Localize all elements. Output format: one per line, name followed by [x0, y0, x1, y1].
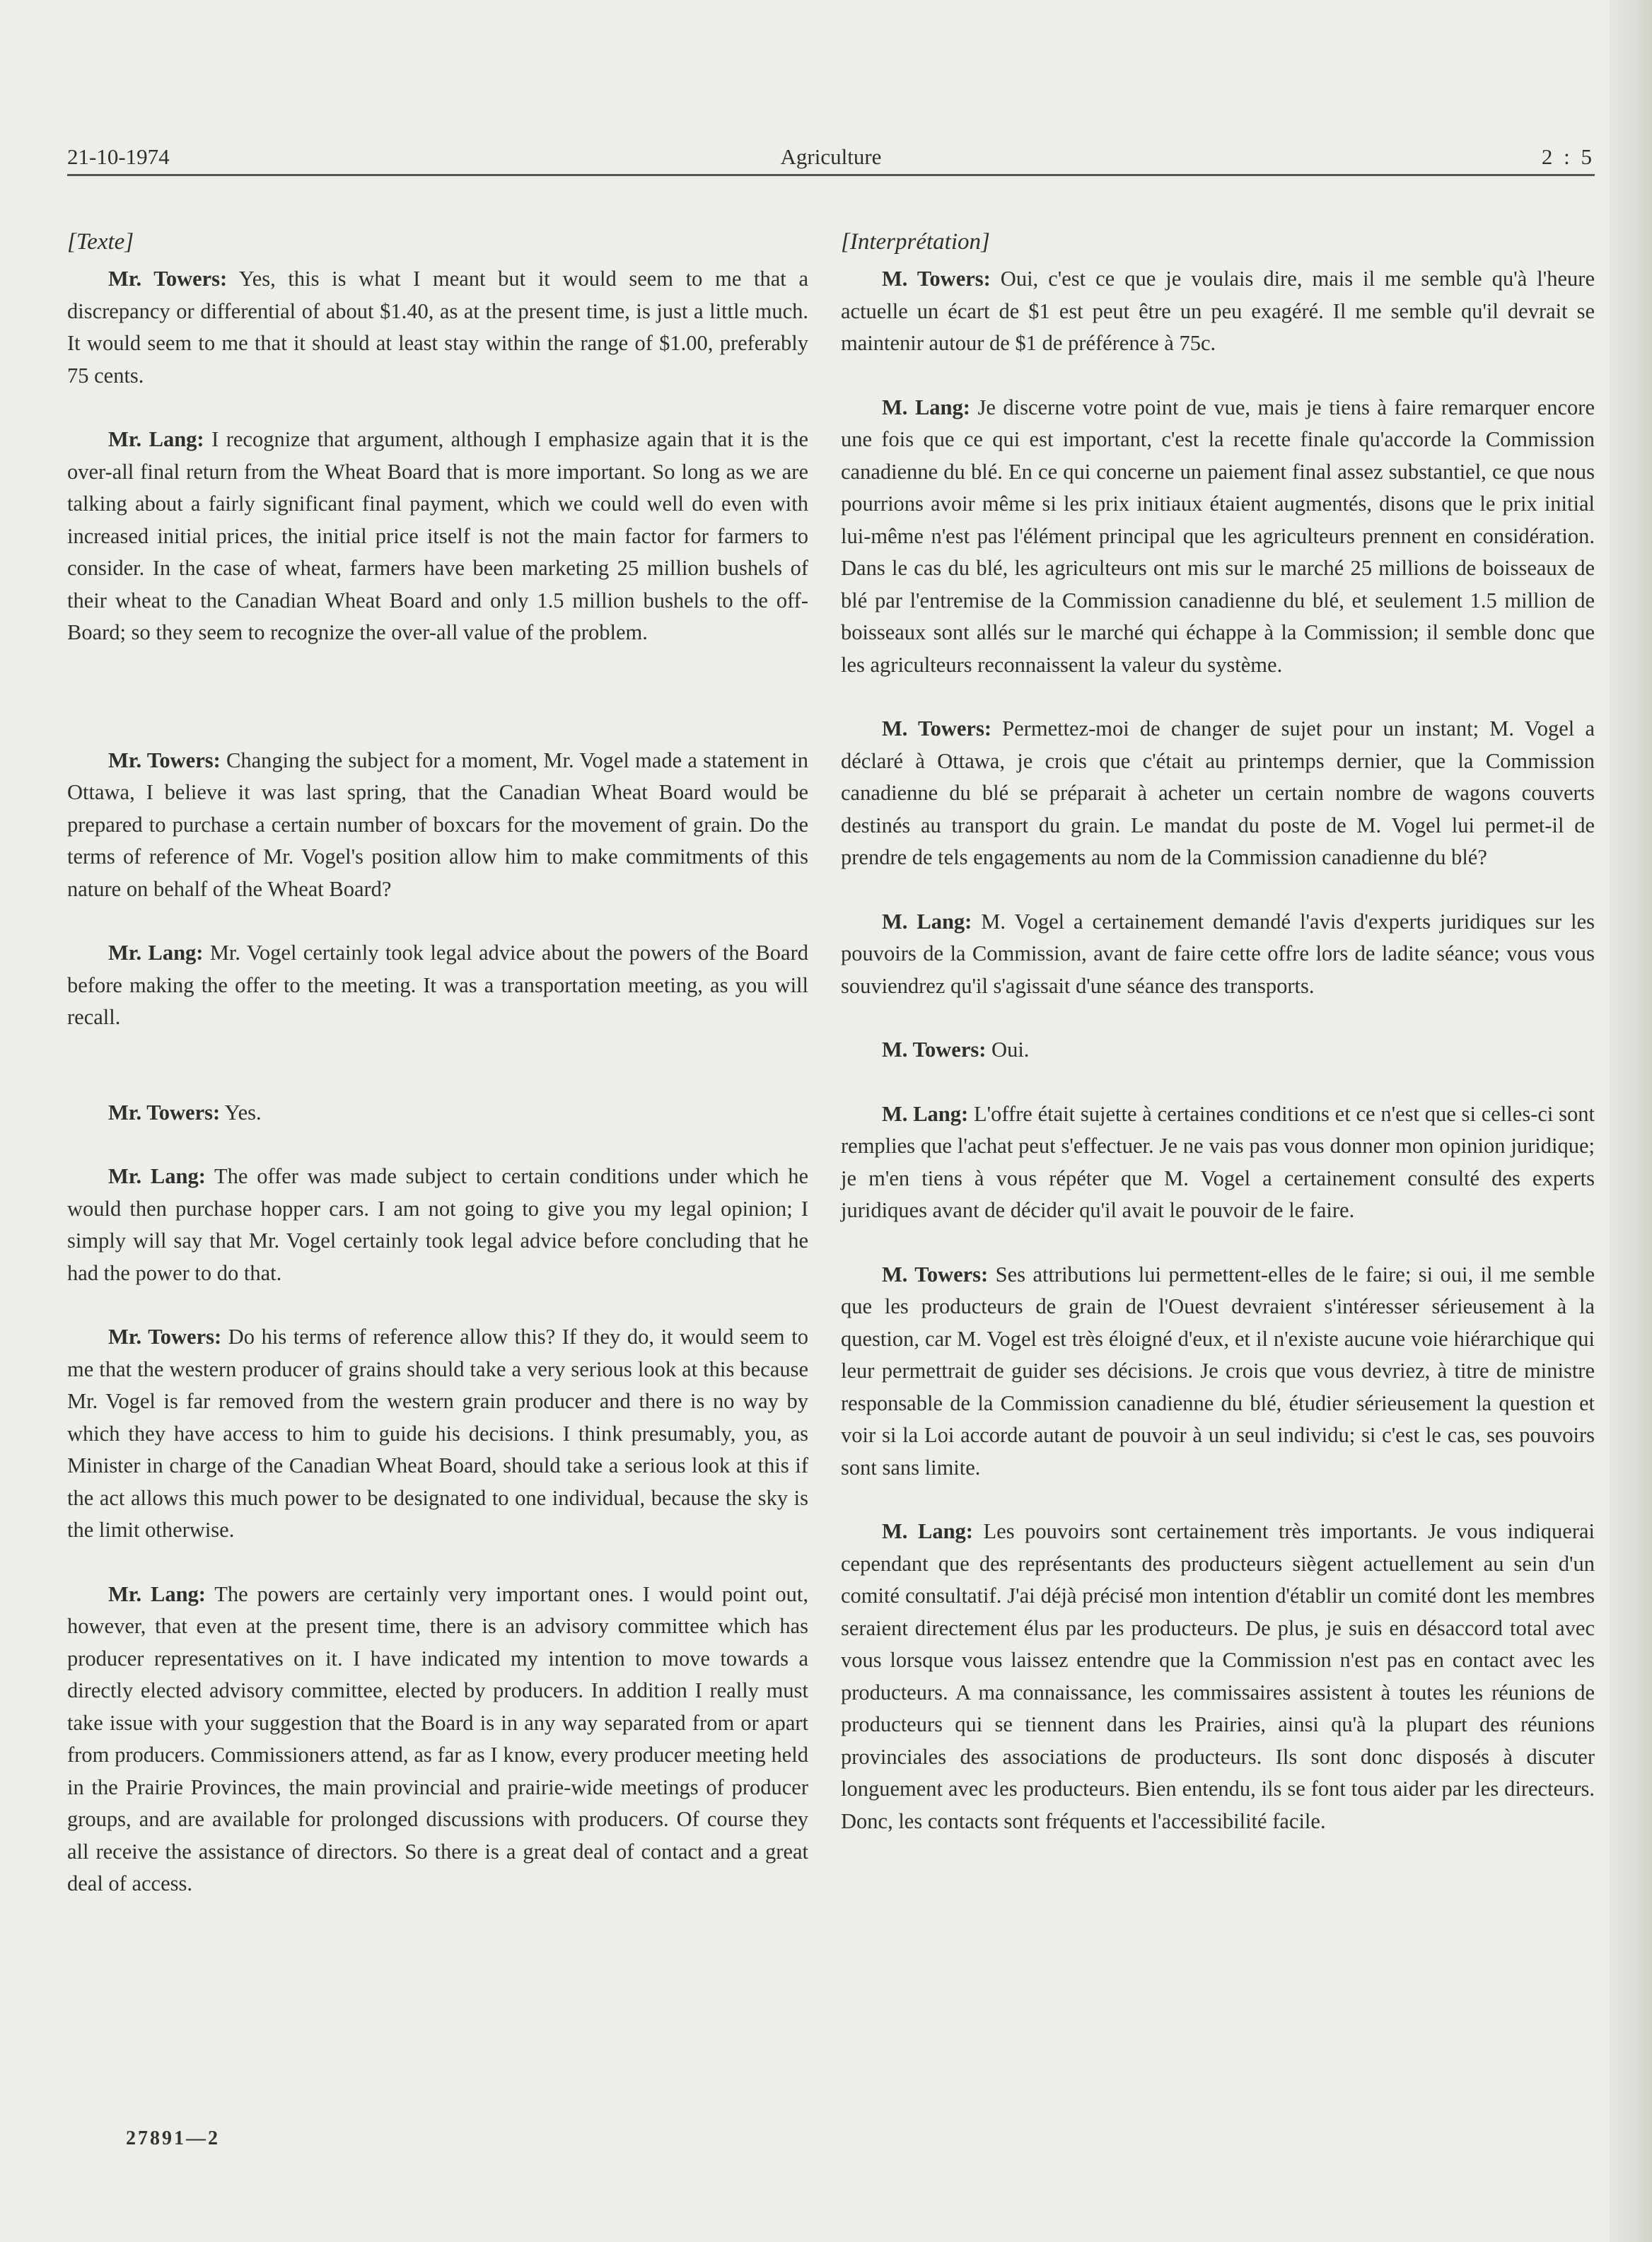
paragraph — [67, 1579, 808, 1900]
paragraph-text: Yes, this is what I meant but it would seem to me that a discrepancy or differential of about $1.40, as at the present time, is just a little much. It would seem to me that it should at least stay within the range of $1.00, preferably 75 cents. — [67, 267, 808, 388]
speaker-name: Mr. Lang: — [108, 427, 204, 451]
paragraph — [67, 1161, 808, 1289]
paragraph-text: The offer was made subject to certain conditions under which he would then purchase hopper cars. I am not going to give you my legal opinion; I simply will say that Mr. Vogel certainly took legal advice before concluding that he had the power to do that. — [67, 1164, 808, 1285]
english-column — [67, 226, 808, 1900]
paragraph — [67, 263, 808, 392]
speaker-name: M. Towers: — [882, 267, 991, 291]
paragraph-text: Mr. Vogel certainly took legal advice about the powers of the Board before making the offer to the meeting. It was a transportation meeting, as you will recall. — [67, 941, 808, 1029]
header-title: Agriculture — [780, 144, 882, 169]
speaker-name: Mr. Lang: — [108, 941, 204, 965]
paragraph — [67, 1321, 808, 1547]
speaker-name: M. Towers: — [882, 716, 991, 740]
header-date: 21-10-1974 — [67, 144, 170, 169]
paragraph-text: The powers are certainly very important ones. I would point out, however, that even at the present time, there is an advisory committee which has producer representatives on it. I have indicated my intention to move towards a directly elected advisory committee, elected by producers. In addition I really must take issue with your suggestion that the Board is in any way separated from or apart from producers. Commissioners attend, as far as I know, every producer meeting held in the Prairie Provinces, the main provincial and prairie-wide meetings of producer groups, and are available for prolonged discussions with producers. Of course they all receive the assistance of directors. So there is a great deal of contact and a great deal of access. — [67, 1581, 808, 1895]
section-label-texte: [Texte] — [67, 229, 134, 255]
paragraph — [841, 1034, 1595, 1067]
paragraph-text: Je discerne votre point de vue, mais je tiens à faire remarquer encore une fois que ce qui est important, c'est la recette finale qu'accorde la Commission canadienne du blé. En ce qui concerne un paiement final assez substantiel, ce que nous pourrions avoir même si les prix initiaux étaient augmentés, disons que le prix initial lui-même n'est pas l'élément principal que les agriculteurs prennent en considération. Dans le cas du blé, les agriculteurs ont mis sur le marché 25 millions de boisseaux de blé par l'entremise de la Commission canadienne du blé, et seulement 1.5 million de boisseaux sont allés sur le marché qui échappe à la Commission; il semble donc que les agriculteurs reconnaissent la valeur du système. — [841, 395, 1595, 677]
paragraph — [841, 906, 1595, 1003]
paragraph — [841, 713, 1595, 874]
paragraph — [841, 263, 1595, 360]
speaker-name: M. Lang: — [882, 909, 972, 934]
paragraph — [67, 937, 808, 1034]
paragraph — [841, 1259, 1595, 1485]
paragraph — [67, 424, 808, 649]
speaker-name: M. Lang: — [882, 1519, 973, 1543]
section-label-interpretation: [Interprétation] — [841, 229, 990, 255]
paragraph-text: Permettez-moi de changer de sujet pour un instant; M. Vogel a déclaré à Ottawa, je crois que c'était au printemps dernier, que la Commission canadienne du blé se préparait à acheter un certain nombre de wagons couverts destinés au transport du grain. Le mandat du poste de M. Vogel lui permet-il de prendre de tels engagements au nom de la Commission canadienne du blé? — [841, 716, 1595, 869]
speaker-name: M. Lang: — [882, 1101, 969, 1126]
page-edge-shadow — [1610, 0, 1652, 2242]
paragraph-text: M. Vogel a certainement demandé l'avis d'experts juridiques sur les pouvoirs de la Commission, avant de faire cette offre lors de ladite séance; vous vous souviendrez qu'il s'agissait d'une séance des transports. — [841, 909, 1595, 998]
page-header — [67, 144, 1595, 173]
paragraph-text: L'offre était sujette à certaines conditions et ce n'est que si celles-ci sont remplies que l'achat peut s'effectuer. Je ne vais pas vous donner mon opinion juridique; je m'en tiens à vous répéter que M. Vogel a certainement consulté des experts juridiques avant de décider qu'il avait le pouvoir de le faire. — [841, 1101, 1595, 1222]
paragraph-text: I recognize that argument, although I emphasize again that it is the over-all final return from the Wheat Board that is more important. So long as we are talking about a fairly significant final payment, which we could well do even with increased initial prices, the initial price itself is not the main factor for farmers to consider. In the case of wheat, farmers have been marketing 25 million bushels of their wheat to the Canadian Wheat Board and only 1.5 million bushels to the off-Board; so they seem to recognize the over-all value of the problem. — [67, 427, 808, 644]
paragraph — [841, 1516, 1595, 1837]
footer-print-code: 27891—2 — [126, 2127, 220, 2149]
french-column — [841, 226, 1595, 1837]
paragraph — [841, 1098, 1595, 1227]
header-rule — [67, 174, 1595, 176]
speaker-name: M. Lang: — [882, 395, 970, 419]
speaker-name: Mr. Lang: — [108, 1164, 206, 1188]
speaker-name: Mr. Lang: — [108, 1581, 206, 1606]
paragraph — [67, 1097, 808, 1129]
speaker-name: Mr. Towers: — [108, 267, 228, 291]
paragraph-text: Changing the subject for a moment, Mr. Vogel made a statement in Ottawa, I believe it was last spring, that the Canadian Wheat Board would be prepared to purchase a certain number of boxcars for the movement of grain. Do the terms of reference of Mr. Vogel's position allow him to make commitments of this nature on behalf of the Wheat Board? — [67, 748, 808, 901]
paragraph — [67, 745, 808, 906]
speaker-name: M. Towers: — [882, 1262, 989, 1286]
header-page-number: 2 : 5 — [1541, 144, 1595, 169]
paragraph-text: Oui, c'est ce que je voulais dire, mais il me semble qu'à l'heure actuelle un écart de $1 est peut être un peu exagéré. Il me semble qu'il devrait se maintenir autour de $1 de préférence à 75c. — [841, 267, 1595, 355]
paragraph — [841, 392, 1595, 682]
paragraph-text: Ses attributions lui permettent-elles de le faire; si oui, il me semble que les producteurs de grain de l'Ouest devraient s'intéresser sérieusement à la question, car M. Vogel est très éloigné d'eux, et il n'existe aucune voie hiérarchique qui leur permettrait de guider ses décisions. Je crois que vous devriez, à titre de ministre responsable de la Commission canadienne du blé, étudier sérieusement la question et voir si la Loi accorde autant de pouvoir à un seul individu; si c'est le cas, ses pouvoirs sont sans limite. — [841, 1262, 1595, 1480]
paragraph-text: Oui. — [986, 1038, 1030, 1062]
paragraph-text: Do his terms of reference allow this? If they do, it would seem to me that the western producer of grains should take a very serious look at this because Mr. Vogel is far removed from the western grain producer and there is no way by which they have access to him to guide his decisions. I think presumably, you, as Minister in charge of the Canadian Wheat Board, should take a serious look at this if the act allows this much power to be designated to one individual, because the sky is the limit otherwise. — [67, 1325, 808, 1542]
speaker-name: M. Towers: — [882, 1038, 987, 1062]
speaker-name: Mr. Towers: — [108, 1100, 221, 1125]
paragraph-text: Yes. — [220, 1100, 262, 1125]
speaker-name: Mr. Towers: — [108, 1325, 222, 1349]
paragraph-text: Les pouvoirs sont certainement très importants. Je vous indiquerai cependant que des représentants des producteurs siègent actuellement au sein d'un comité consultatif. J'ai déjà précisé mon intention d'établir un comité dont les membres seraient directement élus par les producteurs. De plus, je suis en désaccord total avec vous lorsque vous laissez entendre que la Commission n'est pas en contact avec les producteurs. A ma connaissance, les commissaires assistent à toutes les réunions de producteurs qui se tiennent dans les Prairies, ainsi qu'à la plupart des réunions provinciales des associations de producteurs. Ils sont donc disposés à discuter longuement avec les producteurs. Bien entendu, ils se font tous aider par les directeurs. Donc, les contacts sont fréquents et l'accessibilité facile. — [841, 1519, 1595, 1833]
speaker-name: Mr. Towers: — [108, 748, 221, 772]
